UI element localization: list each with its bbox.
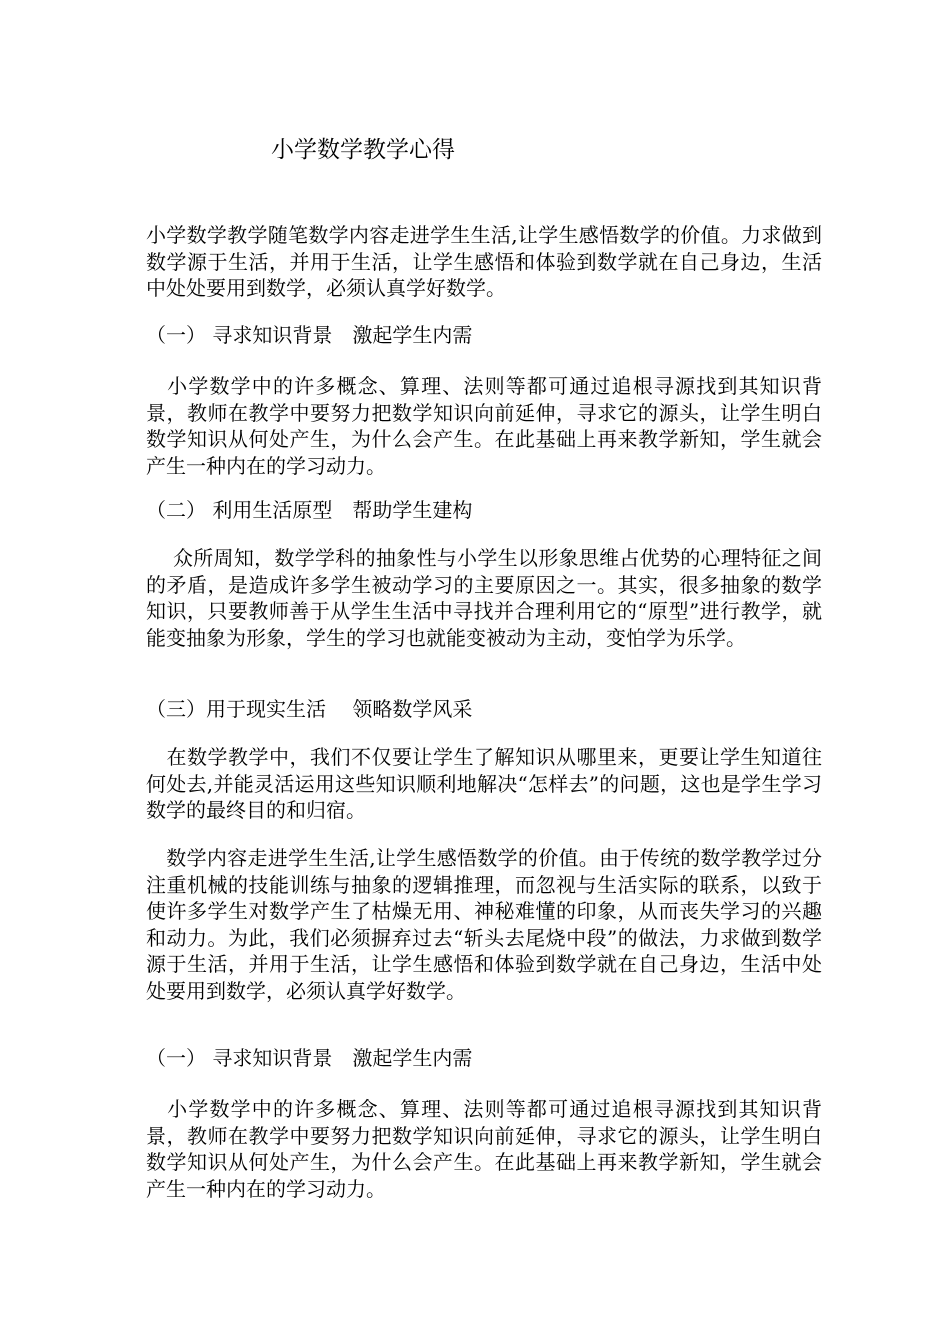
section-1-body: 小学数学中的许多概念、算理、法则等都可通过追根寻源找到其知识背景，教师在教学中要努力把数学知识向前延伸，寻求它的源头，让学生明白数学知识从何处产生，为什么会产生。在此基础上再来教学新知，学生就会产生一种内在的学习动力。 (146, 374, 822, 478)
section-3-body: 在数学教学中，我们不仅要让学生了解知识从哪里来，更要让学生知道往何处去,并能灵活运用这些知识顺利地解决“怎样去”的问题，这也是学生学习数学的最终目的和归宿。 (146, 745, 822, 822)
document-title: 小学数学教学心得 (271, 137, 455, 163)
section-3-heading: （三）用于现实生活 领略数学风采 (146, 697, 473, 721)
section-2-heading: （二） 利用生活原型 帮助学生建构 (146, 498, 473, 522)
section-2-body: 众所周知，数学学科的抽象性与小学生以形象思维占优势的心理特征之间的矛盾，是造成许多学生被动学习的主要原因之一。其实，很多抽象的数学知识，只要教师善于从学生生活中寻找并合理利用它的“原型”进行教学，就能变抽象为形象，学生的学习也就能变被动为主动，变怕学为乐学。 (146, 546, 822, 650)
section-4-heading: （一） 寻求知识背景 激起学生内需 (146, 1046, 473, 1070)
paragraph-4: 数学内容走进学生生活,让学生感悟数学的价值。由于传统的数学教学过分注重机械的技能训练与抽象的逻辑推理，而忽视与生活实际的联系，以致于使许多学生对数学产生了枯燥无用、神秘难懂的印象，从而丧失学习的兴趣和动力。为此，我们必须摒弃过去“斩头去尾烧中段”的做法，力求做到数学源于生活，并用于生活，让学生感悟和体验到数学就在自己身边，生活中处处要用到数学，必须认真学好数学。 (146, 846, 822, 1003)
section-4-body: 小学数学中的许多概念、算理、法则等都可通过追根寻源找到其知识背景，教师在教学中要努力把数学知识向前延伸，寻求它的源头，让学生明白数学知识从何处产生，为什么会产生。在此基础上再来教学新知，学生就会产生一种内在的学习动力。 (146, 1097, 822, 1201)
section-1-heading: （一） 寻求知识背景 激起学生内需 (146, 323, 473, 347)
intro-paragraph: 小学数学教学随笔数学内容走进学生生活,让学生感悟数学的价值。力求做到数学源于生活，并用于生活，让学生感悟和体验到数学就在自己身边，生活中处处要用到数学，必须认真学好数学。 (146, 223, 822, 300)
